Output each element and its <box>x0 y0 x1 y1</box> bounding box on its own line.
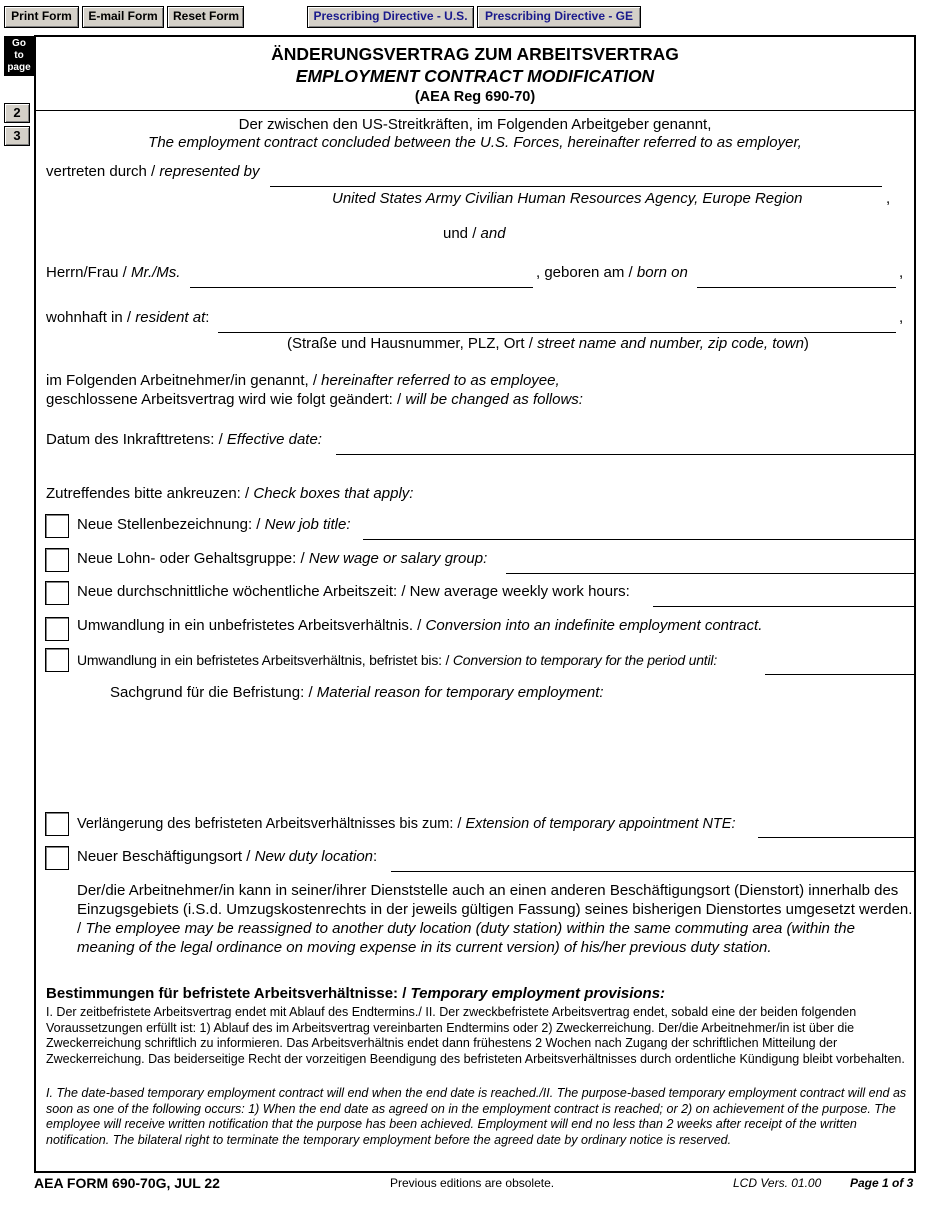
check-boxes-intro: Zutreffendes bitte ankreuzen: / Check boxes that apply: <box>46 485 414 502</box>
header-divider <box>34 110 916 111</box>
extension-checkbox[interactable] <box>45 812 69 836</box>
material-reason-input[interactable] <box>110 706 910 806</box>
page-number: Page 1 of 3 <box>850 1176 914 1190</box>
address-input[interactable] <box>218 311 896 331</box>
birth-date-input[interactable] <box>697 266 896 286</box>
address-hint: (Straße und Hausnummer, PLZ, Ort / street name and number, zip code, town) <box>287 335 809 352</box>
effective-date-label: Datum des Inkrafttretens: / Effective date: <box>46 431 322 448</box>
born-on-label: , geboren am / born on <box>536 264 688 281</box>
provisions-text-en: I. The date-based temporary employment contract will end when the end date is reached./II. The purpose-based temporary employment contract will end as soon as one of the following occurs: 1) When the end date as agreed on in the employment contract is reached; or 2) on achievement of the purpose. The employee will receive written notification that the purpose has been achieved. Employment will end no less than 2 weeks after receipt of the written notification. The bilateral right to terminate the temporary employment before the agreed date by ordinary notice is reserved. <box>46 1086 907 1147</box>
new-duty-location-checkbox[interactable] <box>45 846 69 870</box>
go-to-page-line-3: page <box>7 62 31 73</box>
temporary-contract-label: Umwandlung in ein befristetes Arbeitsverhältnis, befristet bis: / Conversion to temporary for the period until: <box>77 652 718 668</box>
lcd-version: LCD Vers. 01.00 <box>733 1176 822 1190</box>
new-job-title-line <box>363 539 915 540</box>
and-label: und / and <box>443 225 506 242</box>
represented-by-value[interactable]: United States Army Civilian Human Resources Agency, Europe Region <box>332 190 803 207</box>
weekly-hours-line <box>653 606 915 607</box>
go-to-page-label <box>4 36 34 76</box>
obsolete-notice: Previous editions are obsolete. <box>390 1176 555 1190</box>
form-title-de: ÄNDERUNGSVERTRAG ZUM ARBEITSVERTRAG <box>271 44 679 64</box>
material-reason-label: Sachgrund für die Befristung: / Material reason for temporary employment: <box>110 684 604 701</box>
go-to-page-line-2: to <box>14 50 24 61</box>
new-wage-group-line <box>506 573 915 574</box>
new-job-title-checkbox[interactable] <box>45 514 69 538</box>
weekly-hours-checkbox[interactable] <box>45 581 69 605</box>
new-wage-group-checkbox[interactable] <box>45 548 69 572</box>
employee-name-line <box>190 287 533 288</box>
new-wage-group-label: Neue Lohn- oder Gehaltsgruppe: / New wage or salary group: <box>77 550 488 567</box>
indefinite-contract-label: Umwandlung in ein unbefristetes Arbeitsverhältnis. / Conversion into an indefinite employment contract. <box>77 617 763 634</box>
print-form-button[interactable]: Print Form <box>4 6 79 28</box>
indefinite-contract-checkbox[interactable] <box>45 617 69 641</box>
extension-line <box>758 837 915 838</box>
birth-date-line <box>697 287 896 288</box>
employee-line-1: im Folgenden Arbeitnehmer/in genannt, / hereinafter referred to as employee, <box>46 372 560 389</box>
form-regulation: (AEA Reg 690-70) <box>414 89 536 105</box>
new-duty-location-input[interactable] <box>391 850 915 870</box>
employee-name-input[interactable] <box>190 266 533 286</box>
represented-by-line <box>270 186 882 187</box>
intro-de: Der zwischen den US-Streitkräften, im Folgenden Arbeitgeber genannt, <box>238 116 712 133</box>
effective-date-input[interactable] <box>336 433 915 453</box>
represented-by-label: vertreten durch / represented by <box>46 163 260 180</box>
address-line <box>218 332 896 333</box>
go-to-page-2-button[interactable]: 2 <box>4 103 30 123</box>
form-number: AEA FORM 690-70G, JUL 22 <box>34 1175 220 1191</box>
new-duty-location-line <box>391 871 915 872</box>
reset-form-button[interactable]: Reset Form <box>167 6 244 28</box>
provisions-title: Bestimmungen für befristete Arbeitsverhältnisse: / Temporary employment provisions: <box>46 985 666 1002</box>
extension-label: Verlängerung des befristeten Arbeitsverhältnisses bis zum: / Extension of temporary appointment NTE: <box>77 816 736 832</box>
weekly-hours-label: Neue durchschnittliche wöchentliche Arbeitszeit: / New average weekly work hours: <box>77 583 630 600</box>
address-comma: , <box>899 309 904 326</box>
resident-at-label: wohnhaft in / resident at: <box>46 309 210 326</box>
email-form-button[interactable]: E-mail Form <box>82 6 164 28</box>
form-title-en: EMPLOYMENT CONTRACT MODIFICATION <box>295 66 655 86</box>
represented-by-comma: , <box>886 190 891 207</box>
reassignment-paragraph: Der/die Arbeitnehmer/in kann in seiner/ihrer Dienststelle auch an einen anderen Beschäftigungsort (Dienstort) innerhalb des Einzugsgebiets (i.S.d. Umzugskostenrechts in der jeweils gültigen Fassung) seines bisherigen Dienstortes umgesetzt werden. / The employee may be reassigned to another duty location (duty station) within the same commuting area (within the meaning of the legal ordinance on moving expense in its current version) of his/her previous duty station. <box>77 882 913 956</box>
weekly-hours-input[interactable] <box>653 585 915 605</box>
prescribing-directive-us-button[interactable]: Prescribing Directive - U.S. <box>307 6 474 28</box>
temporary-until-line <box>765 674 915 675</box>
mr-ms-label: Herrn/Frau / Mr./Ms. <box>46 264 181 281</box>
new-wage-group-input[interactable] <box>506 552 915 572</box>
extension-input[interactable] <box>758 816 915 836</box>
temporary-contract-checkbox[interactable] <box>45 648 69 672</box>
born-on-comma: , <box>899 264 904 281</box>
new-job-title-label: Neue Stellenbezeichnung: / New job title: <box>77 516 351 533</box>
new-job-title-input[interactable] <box>363 518 915 538</box>
prescribing-directive-ge-button[interactable]: Prescribing Directive - GE <box>477 6 641 28</box>
employee-line-2: geschlossene Arbeitsvertrag wird wie folgt geändert: / will be changed as follows: <box>46 391 583 408</box>
effective-date-line <box>336 454 915 455</box>
new-duty-location-label: Neuer Beschäftigungsort / New duty location: <box>77 848 378 865</box>
go-to-page-3-button[interactable]: 3 <box>4 126 30 146</box>
provisions-text-de: I. Der zeitbefristete Arbeitsvertrag endet mit Ablauf des Endtermins./ II. Der zweckbefristete Arbeitsvertrag endet, sobald eine der beiden folgenden Voraussetzungen erfüllt ist: 1) Ablauf des im Arbeitsvertrag vereinbarten Endtermins oder 2) Zweckerreichung. Der/die Arbeitnehmer/in ist über die Zweckerreichung schriftlich zu informieren. Das Arbeitsverhältnis endet dann frühestens 2 Wochen nach Zugang der schriftlichen Mitteilung der Zweckerreichung. Das beiderseitige Recht der vorzeitigen Beendigung des befristeten Arbeitsverhältnisses durch ordentliche Kündigung bleibt vorbehalten. <box>46 1005 905 1066</box>
go-to-page-line-1: Go <box>12 38 26 49</box>
intro-en: The employment contract concluded between the U.S. Forces, hereinafter referred to as employer, <box>148 134 802 151</box>
temporary-until-input[interactable] <box>765 653 915 673</box>
